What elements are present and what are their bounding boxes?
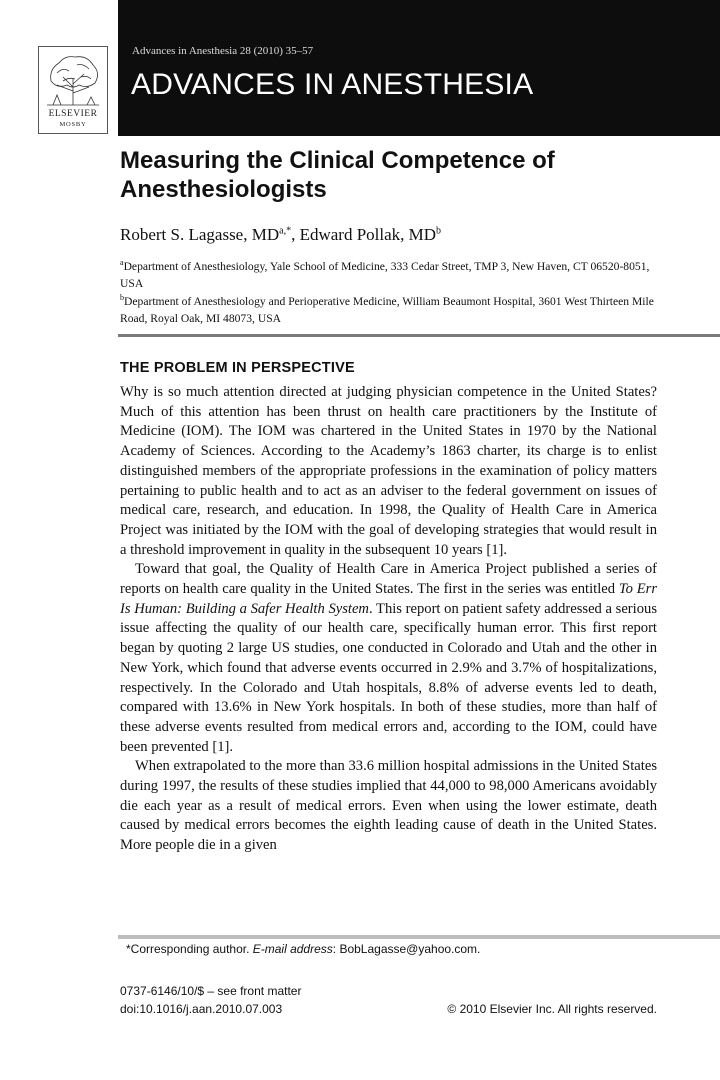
tree-icon: [43, 51, 103, 107]
elsevier-logo: [38, 46, 108, 134]
author-separator: ,: [291, 225, 300, 244]
corresponding-author-note: [126, 942, 480, 956]
footnote-divider: [118, 935, 720, 939]
section-heading: THE PROBLEM IN PERSPECTIVE: [120, 360, 355, 376]
affiliation: [120, 289, 660, 327]
footnote-prefix: *Corresponding author.: [126, 942, 253, 956]
footnote-separator: :: [332, 942, 340, 956]
affiliation-text: Department of Anesthesiology, Yale School of Medicine, 333 Cedar Street, TMP 3, New Haven, CT 06520-8051, USA: [120, 259, 650, 290]
paragraph-text: Toward that goal, the Quality of Health Care in America Project published a series of reports on health care quality in the United States. The first in the series was entitled: [120, 561, 657, 598]
elsevier-wordmark: ELSEVIER: [48, 109, 98, 119]
journal-citation: Advances in Anesthesia 28 (2010) 35–57: [132, 45, 314, 57]
header-divider: [118, 334, 720, 337]
body-paragraph: [120, 383, 657, 560]
author-name: Robert S. Lagasse, MD: [120, 225, 280, 244]
paragraph-text: . This report on patient safety addressed a serious issue affecting the quality of our health care, specifically human error. This first report began by quoting 2 large US studies, one conducted in Colorado and Utah and the other in New York, which found that adverse events occurred in 2.9% and 3.7% of hospitalizations, respectively. In the Colorado and Utah hospitals, 8.8% of adverse events led to death, compared with 13.6% in New York hospitals. In both of these studies, more than half of these adverse events resulted from medical errors and, according to the IOM, could have been prevented [1].: [120, 600, 657, 755]
mosby-wordmark: MOSBY: [59, 121, 87, 128]
journal-title: ADVANCES IN ANESTHESIA: [131, 68, 534, 101]
report-title: To Err Is Human: Building a Safer Health System: [120, 581, 658, 617]
paragraph-text: Why is so much attention directed at judging physician competence in the United States? Much of this attention has been thrust on health care practitioners by the Institute of Medicine (IOM). The IOM was chartered in the United States in 1970 by the National Academy of Sciences. According to the Academy’s 1863 charter, its charge is to enlist distinguished members of the appropriate professions in the examination of policy matters pertaining to public health and to act as an adviser to the federal government on issues of medical care, research, and education. In 1998, the Quality of Health Care in America Project was initiated by the IOM with the goal of developing strategies that would result in a threshold improvement in quality in the subsequent 10 years [1].: [120, 384, 657, 558]
affiliation-mark: b: [120, 293, 124, 302]
affiliation: [120, 254, 660, 292]
author-email: BobLagasse@yahoo.com.: [339, 942, 481, 956]
author-affiliation-mark: b: [436, 225, 442, 237]
affiliation-text: Department of Anesthesiology and Perioperative Medicine, William Beaumont Hospital, 3601 West Thirteen Mile Road, Royal Oak, MI 48073, USA: [120, 294, 654, 325]
journal-banner: [118, 0, 720, 136]
affiliation-mark: a: [120, 258, 124, 267]
copyright-line: © 2010 Elsevier Inc. All rights reserved.: [447, 1002, 657, 1016]
issn-line: 0737-6146/10/$ – see front matter: [120, 984, 302, 998]
body-paragraph: [120, 560, 657, 757]
article-body: [120, 383, 657, 856]
author-list: [120, 225, 441, 245]
author-affiliation-mark: a,*: [279, 225, 292, 237]
email-label: E-mail address: [252, 942, 333, 956]
paragraph-text: When extrapolated to the more than 33.6 million hospital admissions in the United States during 1997, the results of these studies implied that 44,000 to 98,000 Americans avoidably die each year as a result of medical errors. Even when using the lower estimate, death caused by medical errors becomes the eighth leading cause of death in the United States. More people die in a given: [120, 758, 657, 854]
doi-line: doi:10.1016/j.aan.2010.07.003: [120, 1002, 283, 1016]
author-name: Edward Pollak, MD: [299, 225, 437, 244]
article-title: Measuring the Clinical Competence of Anesthesiologists: [120, 147, 555, 203]
body-paragraph: [120, 757, 657, 856]
